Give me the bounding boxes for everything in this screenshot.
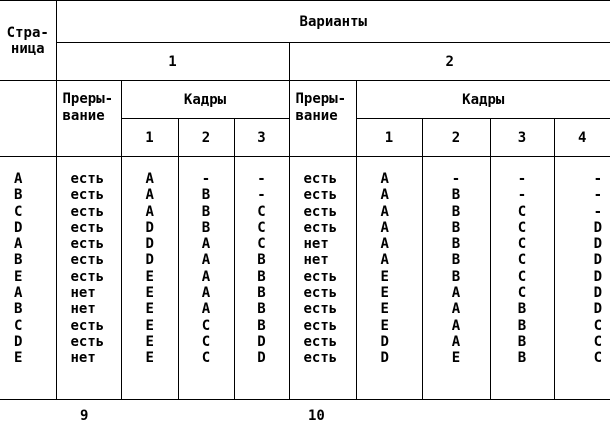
v2-frame3-cell: C: [517, 236, 527, 253]
v2-frame2-cell: -: [451, 171, 461, 187]
variant2-header: 2: [289, 43, 610, 81]
v1-interrupt-line1: Преры-: [62, 91, 114, 107]
v2-frame2-cell: B: [451, 268, 461, 285]
fault-totals: [0, 408, 612, 428]
v1-frame3-cell: B: [257, 317, 266, 334]
pages-cell: A: [14, 171, 23, 187]
v1-frame2-cell: A: [201, 268, 211, 285]
pages-cell: C: [14, 203, 23, 220]
v1-frame-2-header: 2: [178, 119, 234, 157]
v2-interrupt-cell: есть: [303, 285, 338, 302]
pages-cell: D: [14, 333, 23, 350]
v1-interrupt-cell: есть: [70, 219, 105, 236]
v2-frame4-cell: D: [593, 268, 603, 285]
v1-frame2-cell: B: [201, 203, 211, 220]
v2-frame3-column: [490, 157, 554, 400]
v1-frame2-cell: B: [201, 187, 211, 204]
v2-frame-1-header: 1: [356, 119, 422, 157]
v1-frame2-cell: A: [201, 252, 211, 269]
v1-frame1-cell: D: [145, 252, 154, 269]
v1-interrupt-cell: есть: [70, 252, 105, 269]
v1-frame1-cell: D: [145, 219, 154, 236]
v2-interrupt-cell: есть: [303, 187, 338, 204]
v1-frame1-cell: A: [145, 203, 154, 220]
v1-frame2-cell: B: [201, 219, 211, 236]
v2-frame1-cell: A: [380, 171, 389, 187]
pages-cell: B: [14, 301, 23, 318]
v2-frame4-cell: C: [593, 350, 603, 367]
v2-frame2-cell: A: [451, 317, 461, 334]
v1-frame2-cell: A: [201, 285, 211, 302]
v2-interrupt-cell: есть: [303, 333, 338, 350]
v2-interrupt-cell: нет: [303, 236, 329, 253]
v2-frame3-cell: B: [517, 317, 527, 334]
v2-interrupt-column: [289, 157, 356, 400]
v2-frame3-cell: C: [517, 219, 527, 236]
v1-frame3-column: [234, 157, 289, 400]
variant2-total: 10: [308, 408, 325, 424]
v2-frame2-cell: A: [451, 301, 461, 318]
v1-interrupt-cell: есть: [70, 171, 105, 187]
v2-frame1-cell: A: [380, 252, 389, 269]
v2-frame4-cell: -: [593, 203, 603, 220]
v2-frame4-cell: C: [593, 333, 603, 350]
v1-interrupt-cell: есть: [70, 203, 105, 220]
v2-frame3-cell: C: [517, 285, 527, 302]
v2-frame3-cell: C: [517, 252, 527, 269]
v2-frame2-cell: B: [451, 187, 461, 204]
v1-frame2-cell: A: [201, 301, 211, 318]
v1-frame1-cell: E: [145, 268, 154, 285]
v2-frame4-cell: -: [593, 171, 603, 187]
v1-frame1-cell: E: [145, 285, 154, 302]
v2-frame4-cell: D: [593, 236, 603, 253]
v2-interrupt-cell: есть: [303, 203, 338, 220]
v2-frame3-cell: -: [517, 187, 527, 204]
v1-frame3-cell: C: [257, 236, 266, 253]
v1-frame2-cell: C: [201, 333, 211, 350]
pages-cell: B: [14, 187, 23, 204]
variant1-header: 1: [56, 43, 289, 81]
v2-frame1-column: [356, 157, 422, 400]
variants-header: Варианты: [56, 1, 610, 43]
v2-frame1-cell: A: [380, 236, 389, 253]
v1-interrupt-line2: вание: [62, 108, 105, 124]
v2-frame1-cell: D: [380, 350, 389, 367]
v2-frame1-cell: E: [380, 301, 389, 318]
v2-frame2-cell: B: [451, 252, 461, 269]
page-header-line2: ница: [10, 40, 45, 57]
page-header-line1: Стра-: [6, 24, 49, 41]
v1-frame2-cell: A: [201, 236, 211, 253]
v2-frame3-cell: -: [517, 171, 527, 187]
v1-frame3-cell: -: [257, 187, 266, 204]
v1-frame1-cell: A: [145, 171, 154, 187]
v2-frame4-cell: D: [593, 301, 603, 318]
v2-interrupt-header: [289, 81, 356, 157]
v2-interrupt-cell: есть: [303, 268, 338, 285]
v2-frame-2-header: 2: [422, 119, 490, 157]
v2-interrupt-line1: Преры-: [295, 91, 347, 107]
v2-interrupt-cell: есть: [303, 219, 338, 236]
v2-frame4-cell: D: [593, 219, 603, 236]
v1-frame2-cell: C: [201, 317, 211, 334]
v2-interrupt-cell: есть: [303, 317, 338, 334]
v2-interrupt-line2: вание: [295, 108, 338, 124]
v2-frame2-cell: E: [451, 350, 461, 367]
v2-frame4-column: [554, 157, 610, 400]
v2-frame2-column: [422, 157, 490, 400]
v1-frame2-cell: C: [201, 350, 211, 367]
v2-frame1-cell: E: [380, 285, 389, 302]
v1-frame2-cell: -: [201, 171, 211, 187]
v1-frame2-column: [178, 157, 234, 400]
v1-frame1-cell: E: [145, 317, 154, 334]
v1-interrupt-header: [56, 81, 121, 157]
v2-interrupt-cell: есть: [303, 301, 338, 318]
v2-frame2-cell: B: [451, 219, 461, 236]
v1-frames-header: Кадры: [121, 81, 289, 119]
v2-frame3-cell: B: [517, 301, 527, 318]
v1-frame1-cell: E: [145, 350, 154, 367]
pages-cell: A: [14, 236, 23, 253]
v2-frame3-cell: C: [517, 203, 527, 220]
pages-cell: A: [14, 285, 23, 302]
v1-frame3-cell: B: [257, 301, 266, 318]
v1-interrupt-cell: есть: [70, 333, 105, 350]
v1-frame1-cell: A: [145, 187, 154, 204]
v1-frame3-cell: -: [257, 171, 266, 187]
v1-frame3-cell: C: [257, 219, 266, 236]
v1-frame1-cell: E: [145, 301, 154, 318]
v1-interrupt-cell: есть: [70, 317, 105, 334]
page-column-spacer: [0, 81, 56, 157]
v2-frame1-cell: E: [380, 268, 389, 285]
v1-frame3-cell: D: [257, 333, 266, 350]
v2-frame1-cell: A: [380, 219, 389, 236]
v2-frames-header: Кадры: [356, 81, 610, 119]
v2-interrupt-cell: есть: [303, 350, 338, 367]
v1-interrupt-cell: нет: [70, 285, 96, 302]
v1-interrupt-cell: есть: [70, 187, 105, 204]
v2-frame1-cell: A: [380, 187, 389, 204]
v2-frame3-cell: C: [517, 268, 527, 285]
v2-frame1-cell: A: [380, 203, 389, 220]
v2-frame3-cell: B: [517, 333, 527, 350]
v1-frame1-cell: D: [145, 236, 154, 253]
v1-frame3-cell: B: [257, 285, 266, 302]
v2-frame-4-header: 4: [554, 119, 610, 157]
v2-frame2-cell: A: [451, 333, 461, 350]
v2-frame2-cell: A: [451, 285, 461, 302]
pages-cell: E: [14, 268, 23, 285]
v1-interrupt-cell: нет: [70, 301, 96, 318]
pages-column: [0, 157, 56, 400]
v2-frame4-cell: C: [593, 317, 603, 334]
v1-frame1-cell: E: [145, 333, 154, 350]
pages-cell: D: [14, 219, 23, 236]
v1-interrupt-cell: есть: [70, 268, 105, 285]
v1-frame1-column: [121, 157, 178, 400]
v1-frame3-cell: C: [257, 203, 266, 220]
v2-frame2-cell: B: [451, 236, 461, 253]
v2-interrupt-cell: нет: [303, 252, 329, 269]
v2-frame4-cell: -: [593, 187, 603, 204]
v2-interrupt-cell: есть: [303, 171, 338, 187]
pages-cell: E: [14, 350, 23, 367]
v2-frame4-cell: D: [593, 252, 603, 269]
v2-frame3-cell: B: [517, 350, 527, 367]
v2-frame1-cell: E: [380, 317, 389, 334]
v2-frame2-cell: B: [451, 203, 461, 220]
v1-frame-3-header: 3: [234, 119, 289, 157]
variant1-total: 9: [80, 408, 89, 424]
pages-cell: B: [14, 252, 23, 269]
v1-interrupt-cell: нет: [70, 350, 96, 367]
v1-interrupt-cell: есть: [70, 236, 105, 253]
v2-frame4-cell: D: [593, 285, 603, 302]
v1-frame3-cell: B: [257, 268, 266, 285]
v2-frame-3-header: 3: [490, 119, 554, 157]
v1-interrupt-column: [56, 157, 121, 400]
v1-frame-1-header: 1: [121, 119, 178, 157]
v1-frame3-cell: B: [257, 252, 266, 269]
page-column-header: [0, 1, 56, 81]
pages-cell: C: [14, 317, 23, 334]
v2-frame1-cell: D: [380, 333, 389, 350]
v1-frame3-cell: D: [257, 350, 266, 367]
